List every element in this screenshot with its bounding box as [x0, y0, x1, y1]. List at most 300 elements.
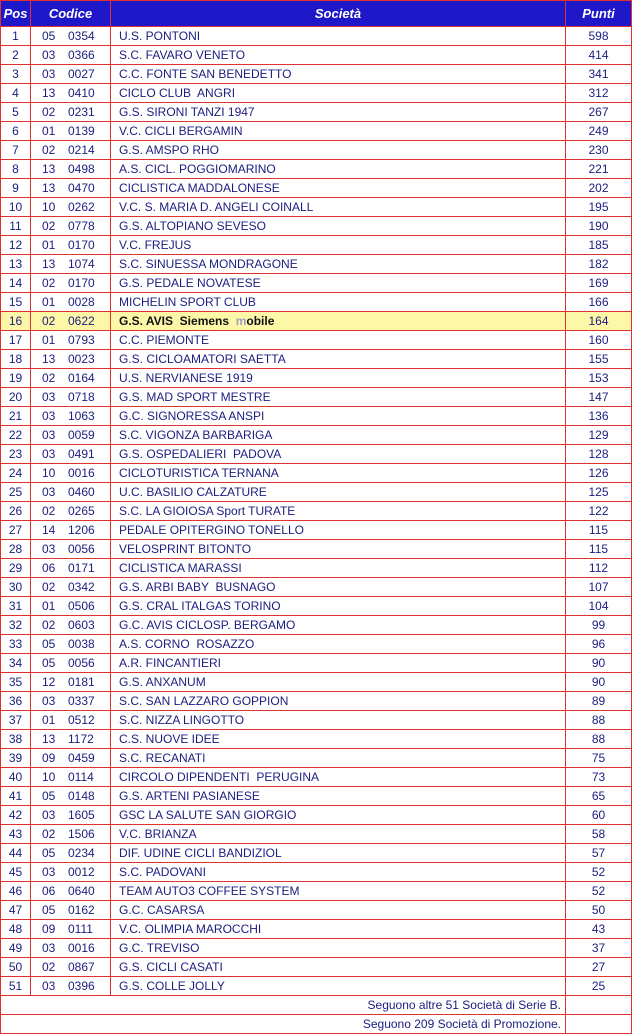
region-code: 10 [42, 770, 56, 784]
region-code: 05 [42, 637, 56, 651]
society-number: 0181 [68, 675, 95, 689]
table-row [1, 27, 632, 46]
society-number: 0164 [68, 371, 95, 385]
society-code [31, 578, 111, 597]
rank-position: 25 [1, 483, 31, 502]
table-row [1, 407, 632, 426]
society-name: G.C. AVIS CICLOSP. BERGAMO [111, 616, 566, 635]
table-row [1, 768, 632, 787]
society-code [31, 654, 111, 673]
points-value: 73 [566, 768, 632, 787]
rank-position: 10 [1, 198, 31, 217]
society-name: PEDALE OPITERGINO TONELLO [111, 521, 566, 540]
table-row [1, 616, 632, 635]
table-row [1, 502, 632, 521]
society-code [31, 483, 111, 502]
society-code [31, 312, 111, 331]
region-code: 03 [42, 48, 56, 62]
table-row [1, 958, 632, 977]
society-name: G.C. CASARSA [111, 901, 566, 920]
society-name: S.C. SAN LAZZARO GOPPION [111, 692, 566, 711]
table-row [1, 369, 632, 388]
table-row [1, 122, 632, 141]
table-row [1, 597, 632, 616]
rank-position: 17 [1, 331, 31, 350]
points-value: 166 [566, 293, 632, 312]
society-code [31, 65, 111, 84]
society-number: 0111 [68, 922, 93, 936]
table-row [1, 863, 632, 882]
society-code [31, 464, 111, 483]
rank-position: 3 [1, 65, 31, 84]
society-code [31, 103, 111, 122]
footer-empty-cell [566, 1015, 632, 1034]
region-code: 02 [42, 314, 56, 328]
society-number: 0016 [68, 466, 95, 480]
points-value: 112 [566, 559, 632, 578]
region-code: 02 [42, 105, 56, 119]
table-row [1, 920, 632, 939]
points-value: 27 [566, 958, 632, 977]
society-name: U.C. BASILIO CALZATURE [111, 483, 566, 502]
society-code [31, 445, 111, 464]
table-row [1, 445, 632, 464]
rank-position: 48 [1, 920, 31, 939]
society-code [31, 255, 111, 274]
society-name: V.C. FREJUS [111, 236, 566, 255]
society-number: 0265 [68, 504, 95, 518]
rank-position: 13 [1, 255, 31, 274]
society-number: 0170 [68, 276, 95, 290]
society-code [31, 730, 111, 749]
table-row [1, 977, 632, 996]
society-name: S.C. LA GIOIOSA Sport TURATE [111, 502, 566, 521]
highlight-name-prefix: G.S. AVIS Siemens [119, 314, 236, 328]
society-code [31, 806, 111, 825]
society-name: G.S. CICLI CASATI [111, 958, 566, 977]
society-code [31, 407, 111, 426]
points-value: 43 [566, 920, 632, 939]
points-value: 129 [566, 426, 632, 445]
rank-position: 16 [1, 312, 31, 331]
society-number: 0410 [68, 86, 95, 100]
header-points: Punti [566, 1, 632, 27]
rank-position: 41 [1, 787, 31, 806]
table-row [1, 901, 632, 920]
region-code: 03 [42, 979, 56, 993]
rank-position: 43 [1, 825, 31, 844]
table-row [1, 388, 632, 407]
society-number: 1605 [68, 808, 95, 822]
table-row [1, 350, 632, 369]
region-code: 12 [42, 675, 56, 689]
points-value: 96 [566, 635, 632, 654]
society-name: S.C. PADOVANI [111, 863, 566, 882]
rank-position: 32 [1, 616, 31, 635]
table-row [1, 483, 632, 502]
society-code [31, 673, 111, 692]
society-code [31, 692, 111, 711]
table-row [1, 635, 632, 654]
points-value: 160 [566, 331, 632, 350]
points-value: 147 [566, 388, 632, 407]
society-name: G.S. OSPEDALIERI PADOVA [111, 445, 566, 464]
society-name: A.R. FINCANTIERI [111, 654, 566, 673]
region-code: 05 [42, 656, 56, 670]
society-number: 1063 [68, 409, 95, 423]
rank-position: 30 [1, 578, 31, 597]
ranking-rows [1, 27, 632, 996]
points-value: 88 [566, 730, 632, 749]
rank-position: 1 [1, 27, 31, 46]
society-number: 0148 [68, 789, 95, 803]
society-number: 0396 [68, 979, 95, 993]
society-code [31, 540, 111, 559]
society-code [31, 787, 111, 806]
society-code [31, 521, 111, 540]
society-code [31, 939, 111, 958]
society-name: G.S. ARBI BABY BUSNAGO [111, 578, 566, 597]
rank-position: 2 [1, 46, 31, 65]
society-code [31, 426, 111, 445]
society-code [31, 635, 111, 654]
table-row [1, 711, 632, 730]
society-name: CICLO CLUB ANGRI [111, 84, 566, 103]
society-number: 0337 [68, 694, 95, 708]
society-name: S.C. NIZZA LINGOTTO [111, 711, 566, 730]
region-code: 13 [42, 257, 56, 271]
points-value: 50 [566, 901, 632, 920]
society-number: 0056 [68, 542, 95, 556]
society-name: CICLOTURISTICA TERNANA [111, 464, 566, 483]
society-number: 1074 [68, 257, 95, 271]
rank-position: 27 [1, 521, 31, 540]
society-number: 0470 [68, 181, 95, 195]
header-society: Società [111, 1, 566, 27]
society-number: 0231 [68, 105, 95, 119]
points-value: 52 [566, 882, 632, 901]
table-row [1, 692, 632, 711]
table-row [1, 217, 632, 236]
region-code: 03 [42, 390, 56, 404]
region-code: 03 [42, 409, 56, 423]
region-code: 14 [42, 523, 56, 537]
rank-position: 39 [1, 749, 31, 768]
society-code [31, 141, 111, 160]
table-row [1, 160, 632, 179]
region-code: 03 [42, 428, 56, 442]
society-number: 0498 [68, 162, 95, 176]
region-code: 01 [42, 713, 56, 727]
points-value: 341 [566, 65, 632, 84]
points-value: 125 [566, 483, 632, 502]
table-row [1, 578, 632, 597]
region-code: 03 [42, 808, 56, 822]
points-value: 115 [566, 540, 632, 559]
society-code [31, 920, 111, 939]
society-name: A.S. CORNO ROSAZZO [111, 635, 566, 654]
table-row [1, 141, 632, 160]
table-row [1, 198, 632, 217]
society-code [31, 46, 111, 65]
region-code: 03 [42, 694, 56, 708]
region-code: 03 [42, 941, 56, 955]
header-pos: Pos [1, 1, 31, 27]
footer-row [1, 996, 632, 1015]
points-value: 60 [566, 806, 632, 825]
rank-position: 31 [1, 597, 31, 616]
region-code: 02 [42, 504, 56, 518]
region-code: 02 [42, 618, 56, 632]
society-number: 1506 [68, 827, 95, 841]
rank-position: 29 [1, 559, 31, 578]
society-code [31, 160, 111, 179]
footer-promozione: Seguono 209 Società di Promozione. [1, 1015, 566, 1034]
region-code: 10 [42, 200, 56, 214]
society-number: 0460 [68, 485, 95, 499]
points-value: 104 [566, 597, 632, 616]
region-code: 03 [42, 485, 56, 499]
points-value: 182 [566, 255, 632, 274]
rank-position: 42 [1, 806, 31, 825]
points-value: 164 [566, 312, 632, 331]
points-value: 190 [566, 217, 632, 236]
society-number: 0622 [68, 314, 95, 328]
table-row [1, 540, 632, 559]
society-name: A.S. CICL. POGGIOMARINO [111, 160, 566, 179]
society-number: 0114 [68, 770, 94, 784]
table-row [1, 312, 632, 331]
society-code [31, 236, 111, 255]
society-number: 0214 [68, 143, 95, 157]
society-number: 0170 [68, 238, 95, 252]
society-code [31, 350, 111, 369]
table-row [1, 331, 632, 350]
points-value: 57 [566, 844, 632, 863]
rank-position: 26 [1, 502, 31, 521]
region-code: 01 [42, 333, 56, 347]
society-name: C.S. NUOVE IDEE [111, 730, 566, 749]
society-name: G.S. PEDALE NOVATESE [111, 274, 566, 293]
region-code: 13 [42, 86, 56, 100]
society-code [31, 901, 111, 920]
table-row [1, 939, 632, 958]
society-number: 0459 [68, 751, 95, 765]
rank-position: 23 [1, 445, 31, 464]
society-code [31, 274, 111, 293]
points-value: 169 [566, 274, 632, 293]
table-row [1, 882, 632, 901]
society-name: GSC LA SALUTE SAN GIORGIO [111, 806, 566, 825]
society-number: 1172 [68, 732, 94, 746]
points-value: 99 [566, 616, 632, 635]
society-number: 0640 [68, 884, 95, 898]
society-code [31, 217, 111, 236]
region-code: 03 [42, 447, 56, 461]
society-code [31, 882, 111, 901]
society-name: G.C. TREVISO [111, 939, 566, 958]
society-number: 0059 [68, 428, 95, 442]
society-name: G.S. MAD SPORT MESTRE [111, 388, 566, 407]
rank-position: 4 [1, 84, 31, 103]
rank-position: 44 [1, 844, 31, 863]
society-number: 0234 [68, 846, 95, 860]
region-code: 03 [42, 542, 56, 556]
points-value: 155 [566, 350, 632, 369]
society-code [31, 388, 111, 407]
society-name: C.C. FONTE SAN BENEDETTO [111, 65, 566, 84]
region-code: 02 [42, 371, 56, 385]
society-number: 0778 [68, 219, 95, 233]
table-row [1, 787, 632, 806]
footer-row [1, 1015, 632, 1034]
society-name: G.S. SIRONI TANZI 1947 [111, 103, 566, 122]
rank-position: 20 [1, 388, 31, 407]
points-value: 195 [566, 198, 632, 217]
points-value: 128 [566, 445, 632, 464]
society-number: 0718 [68, 390, 95, 404]
society-code [31, 749, 111, 768]
table-row [1, 84, 632, 103]
society-number: 0793 [68, 333, 95, 347]
society-name: TEAM AUTO3 COFFEE SYSTEM [111, 882, 566, 901]
rank-position: 40 [1, 768, 31, 787]
table-row [1, 426, 632, 445]
society-name: S.C. SINUESSA MONDRAGONE [111, 255, 566, 274]
rank-position: 38 [1, 730, 31, 749]
table-row [1, 46, 632, 65]
points-value: 202 [566, 179, 632, 198]
society-name: G.S. ANXANUM [111, 673, 566, 692]
society-name: S.C. RECANATI [111, 749, 566, 768]
table-row [1, 103, 632, 122]
society-name: S.C. VIGONZA BARBARIGA [111, 426, 566, 445]
society-name: G.S. ALTOPIANO SEVESO [111, 217, 566, 236]
points-value: 312 [566, 84, 632, 103]
points-value: 107 [566, 578, 632, 597]
points-value: 414 [566, 46, 632, 65]
points-value: 90 [566, 654, 632, 673]
rank-position: 34 [1, 654, 31, 673]
society-code [31, 616, 111, 635]
points-value: 598 [566, 27, 632, 46]
rank-position: 46 [1, 882, 31, 901]
society-code [31, 122, 111, 141]
society-number: 0491 [68, 447, 95, 461]
rank-position: 36 [1, 692, 31, 711]
society-code [31, 844, 111, 863]
header-row [1, 1, 632, 27]
rank-position: 12 [1, 236, 31, 255]
points-value: 75 [566, 749, 632, 768]
society-name: V.C. S. MARIA D. ANGELI COINALL [111, 198, 566, 217]
society-number: 0012 [68, 865, 95, 879]
society-name: G.S. CRAL ITALGAS TORINO [111, 597, 566, 616]
society-number: 0028 [68, 295, 95, 309]
society-code [31, 27, 111, 46]
rank-position: 24 [1, 464, 31, 483]
region-code: 05 [42, 789, 56, 803]
society-code [31, 958, 111, 977]
table-row [1, 825, 632, 844]
rank-position: 35 [1, 673, 31, 692]
society-code [31, 293, 111, 312]
society-name: G.S. COLLE JOLLY [111, 977, 566, 996]
table-row [1, 236, 632, 255]
region-code: 02 [42, 580, 56, 594]
region-code: 01 [42, 124, 56, 138]
points-value: 122 [566, 502, 632, 521]
points-value: 230 [566, 141, 632, 160]
region-code: 01 [42, 295, 56, 309]
region-code: 13 [42, 162, 56, 176]
society-name: V.C. CICLI BERGAMIN [111, 122, 566, 141]
region-code: 03 [42, 865, 56, 879]
points-value: 90 [566, 673, 632, 692]
region-code: 13 [42, 352, 56, 366]
society-name: G.C. SIGNORESSA ANSPI [111, 407, 566, 426]
rank-position: 47 [1, 901, 31, 920]
table-row [1, 730, 632, 749]
society-name: MICHELIN SPORT CLUB [111, 293, 566, 312]
region-code: 05 [42, 29, 56, 43]
society-name: CICLISTICA MARASSI [111, 559, 566, 578]
society-code [31, 331, 111, 350]
points-value: 25 [566, 977, 632, 996]
society-number: 0038 [68, 637, 95, 651]
region-code: 02 [42, 960, 56, 974]
region-code: 10 [42, 466, 56, 480]
society-name [111, 312, 566, 331]
society-code [31, 84, 111, 103]
society-code [31, 502, 111, 521]
society-number: 0603 [68, 618, 95, 632]
rank-position: 15 [1, 293, 31, 312]
society-number: 0023 [68, 352, 95, 366]
region-code: 13 [42, 732, 56, 746]
society-name: DIF. UDINE CICLI BANDIZIOL [111, 844, 566, 863]
rank-position: 9 [1, 179, 31, 198]
table-row [1, 255, 632, 274]
table-row [1, 293, 632, 312]
society-number: 0262 [68, 200, 95, 214]
society-code [31, 977, 111, 996]
rank-position: 28 [1, 540, 31, 559]
society-number: 0171 [68, 561, 95, 575]
society-code [31, 179, 111, 198]
society-name: CIRCOLO DIPENDENTI PERUGINA [111, 768, 566, 787]
table-row [1, 274, 632, 293]
highlight-name-suffix: obile [246, 314, 275, 328]
society-number: 0162 [68, 903, 95, 917]
society-name: V.C. BRIANZA [111, 825, 566, 844]
society-number: 1206 [68, 523, 95, 537]
points-value: 88 [566, 711, 632, 730]
table-row [1, 464, 632, 483]
region-code: 02 [42, 276, 56, 290]
society-number: 0366 [68, 48, 95, 62]
rank-position: 7 [1, 141, 31, 160]
points-value: 52 [566, 863, 632, 882]
society-number: 0354 [68, 29, 95, 43]
region-code: 03 [42, 67, 56, 81]
society-number: 0027 [68, 67, 95, 81]
society-code [31, 369, 111, 388]
society-code [31, 559, 111, 578]
points-value: 126 [566, 464, 632, 483]
rank-position: 5 [1, 103, 31, 122]
footer-serie-b: Seguono altre 51 Società di Serie B. [1, 996, 566, 1015]
